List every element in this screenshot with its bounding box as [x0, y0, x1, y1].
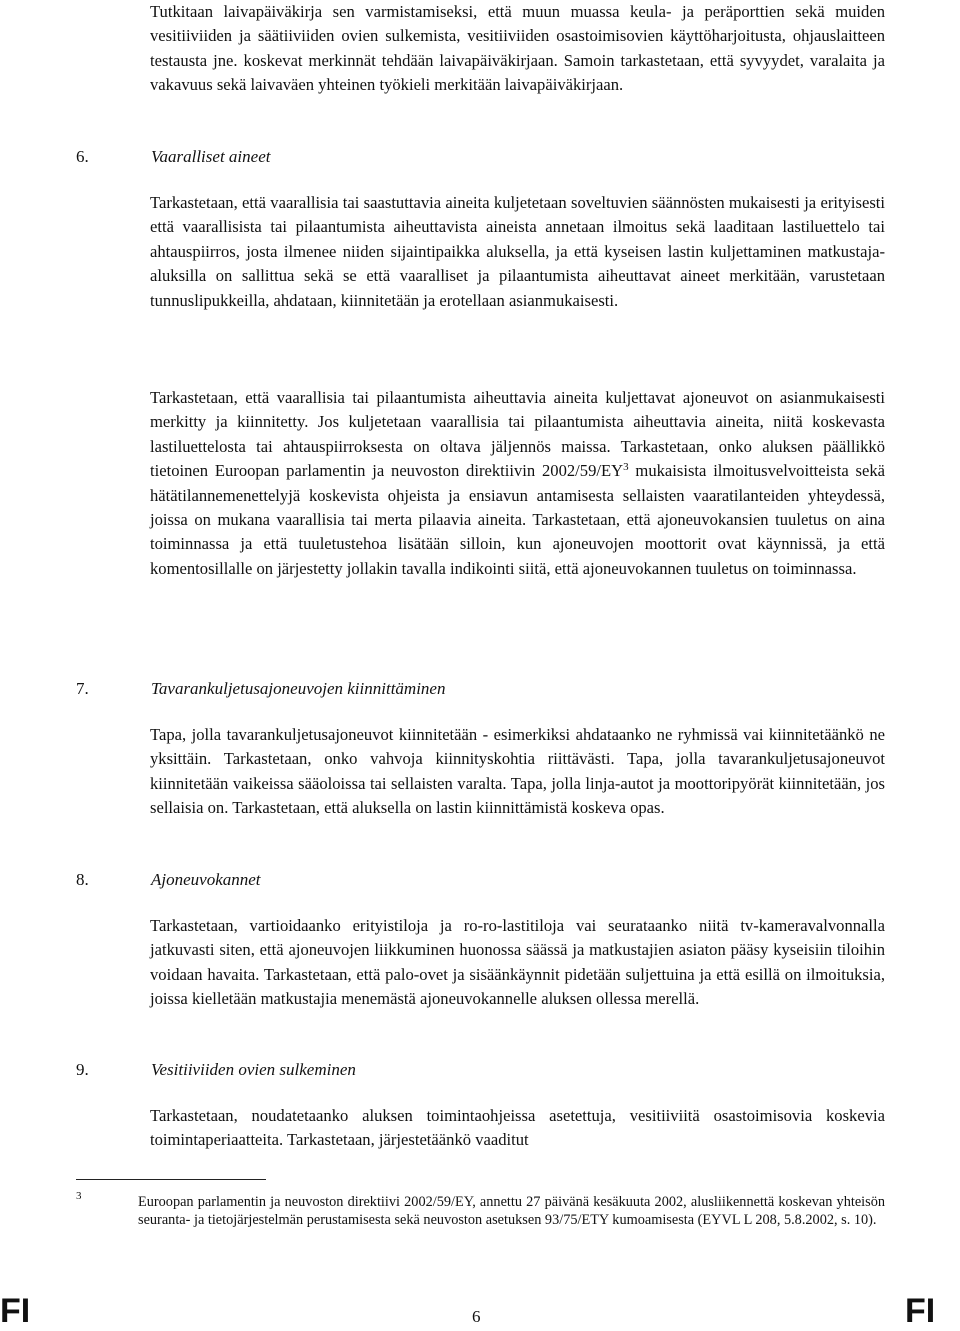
- section-7-paragraph: Tapa, jolla tavarankuljetusajoneuvot kiinnitetään - esimerkiksi ahdataanko ne ryhmissä vai kiinnitetäänkö ne yksittäin. Tarkastetaan, onko vahvoja kiinnityskohtia riittävästi. Tapa, jolla tavarankuljetusajoneuvot kiinnitetään vaikeissa sääoloissa tai sellaisten varalta. Tapa, jolla linja-autot ja moottoripyörät kiinnitetään, jos sellaisia on. Tarkastetaan, että aluksella on lastin kiinnittämistä koskeva opas.: [150, 725, 885, 818]
- section-number: 7.: [76, 679, 89, 698]
- footnote-divider: [76, 1179, 266, 1180]
- section-number: 9.: [76, 1060, 89, 1079]
- section-9-paragraph: Tarkastetaan, noudatetaanko aluksen toimintaohjeissa asetettuja, vesitiiviitä osastoimisovia koskevia toimintaperiaatteita. Tarkastetaan, järjestetäänkö vaaditut: [150, 1106, 885, 1150]
- section-number: 8.: [76, 870, 89, 889]
- section-6-paragraph-2: [150, 386, 885, 581]
- section-number: 6.: [76, 147, 89, 166]
- language-label-right: FI: [905, 1292, 936, 1330]
- section-title: Tavarankuljetusajoneuvojen kiinnittäminen: [151, 679, 446, 698]
- paragraph-text: Tarkastetaan, että vaarallisia tai pilaantumista aiheuttavia aineita kuljettavat ajoneuvot on asianmukaisesti merkitty ja kiinnitetty. Jos kuljetetaan vaarallisia tai pilaantumista aiheuttavia aineita, niitä koskevasta lastiluettelosta tai ahtauspiirroksesta on oltava jäljennös maissa. Tarkastetaan, onko aluksen päällikkö tietoinen Euroopan parlamentin ja neuvoston direktiivin 2002/59/EY: [150, 388, 885, 481]
- section-heading-8: [76, 868, 261, 892]
- paragraph-text-continued: mukaisista ilmoitusvelvoitteista sekä hätätilannemenettelyjä koskevista ohjeista ja ensiavun antamisesta sellaisten vaaratilanteiden yhteydessä, joissa on mukana vaarallisia tai merta pilaavia aineita. Tarkastetaan, että ajoneuvokansien tuuletus on aina toiminnassa ja että tuuletustehoa lisätään silloin, kun ajoneuvojen moottorit ovat käynnissä, ja että komentosillalle on järjestetty jollakin tavalla indikointi siitä, että ajoneuvokannen tuuletus on toiminnassa.: [150, 461, 885, 578]
- page-number: 6: [472, 1307, 481, 1326]
- section-title: Vesitiiviiden ovien sulkeminen: [151, 1060, 356, 1079]
- footnote-text: Euroopan parlamentin ja neuvoston direktiivi 2002/59/EY, annettu 27 päivänä kesäkuuta 2002, alusliikennettä koskevan yhteisön seuranta- ja tietojärjestelmän perustamisesta sekä neuvoston asetuksen 93/75/ETY kumoamisesta (EYVL L 208, 5.8.2002, s. 10).: [138, 1194, 885, 1228]
- footnote-number: 3: [76, 1190, 82, 1202]
- section-8-paragraph: Tarkastetaan, vartioidaanko erityistiloja ja ro-ro-lastitiloja vai seurataanko niitä tv-kameravalvonnalla jatkuvasti siten, että ajoneuvojen liikkuminen huonossa säässä ja matkustajien asiaton pääsy kyseisiin tiloihin voidaan havaita. Tarkastetaan, että palo-ovet ja sisäänkäynnit pidetään suljettuina ja että esillä on ilmoituksia, joissa kielletään matkustajia menemästä ajoneuvokannelle aluksen ollessa merellä.: [150, 916, 885, 1009]
- section-6-paragraph-1: Tarkastetaan, että vaarallisia tai saastuttavia aineita kuljetetaan soveltuvien säännösten mukaisesti ja erityisesti että vaarallisista tai pilaantumista aiheuttavista aineista annetaan ilmoitus sekä laaditaan lastiluettelo tai ahtauspiirros, josta ilmenee niiden sijaintipaikka aluksella, ja että kyseisen lastin kuljettaminen matkustaja-aluksilla on sallittua sekä se että vaaralliset ja pilaantumista aiheuttavat aineet merkitään, varustetaan tunnuslipukkeilla, ahdataan, kiinnitetään ja erotellaan asianmukaisesti.: [150, 193, 885, 310]
- section-heading-7: [76, 677, 445, 701]
- section-title: Ajoneuvokannet: [151, 870, 261, 889]
- language-label-left: FI: [0, 1292, 31, 1330]
- intro-paragraph: Tutkitaan laivapäiväkirja sen varmistamiseksi, että muun muassa keula- ja peräporttien sekä muiden vesitiiviiden ja säätiiviiden ovien sulkemista, vesitiiviiden osastoimisovien käyttöharjoitusta, ohjauslaitteen testausta jne. koskevat merkinnät tehdään laivapäiväkirjaan. Samoin tarkastetaan, että syvyydet, varalaita ja vakavuus sekä laivaväen yhteinen työkieli merkitään laivapäiväkirjaan.: [150, 2, 885, 95]
- section-title: Vaaralliset aineet: [151, 147, 271, 166]
- section-heading-9: [76, 1058, 356, 1082]
- section-heading-6: [76, 145, 270, 169]
- footnote-reference: 3: [623, 461, 629, 474]
